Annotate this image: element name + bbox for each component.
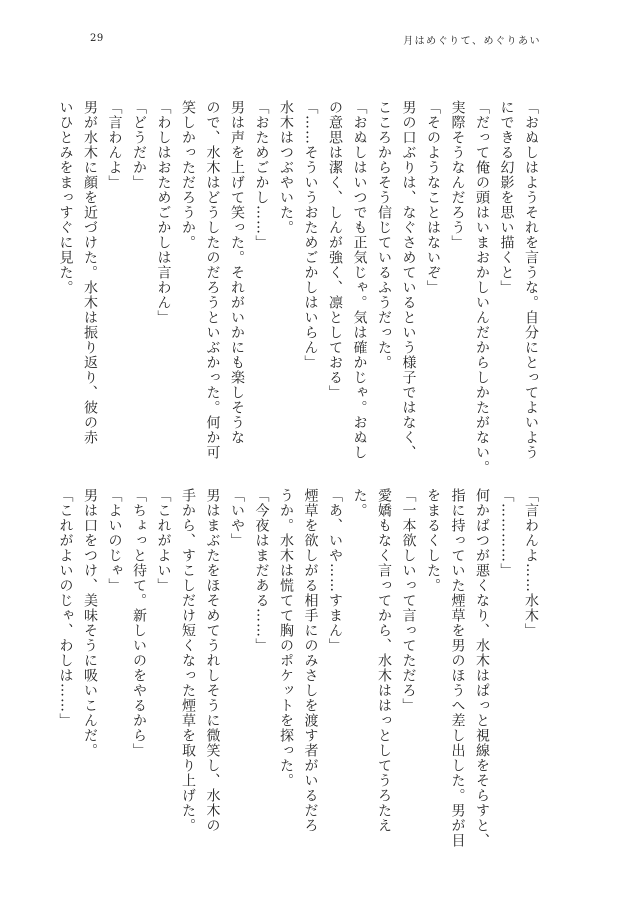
text-line: をまるくした。 xyxy=(425,488,441,593)
text-line: 「よいのじゃ」 xyxy=(106,488,123,593)
text-line: 「おぬしはようそれを言うな。自分にとってよいよう xyxy=(523,100,539,460)
text-line: 「だって俺の頭はいまおかしいんだからしかたがない。 xyxy=(474,100,490,475)
text-line: 男は声を上げて笑った。それがいかにも楽しそうな xyxy=(229,100,245,445)
upper-text-block xyxy=(57,100,543,475)
text-line: た。 xyxy=(351,488,368,518)
text-line: 「一本欲しいって言ってただろ」 xyxy=(400,488,417,713)
text-line: 「そのようなことはないぞ」 xyxy=(425,100,441,295)
text-line: 男はまぶたをほそめてうれしそうに微笑し、水木の xyxy=(204,488,221,833)
text-line: 手から、すこしだけ短くなった煙草を取り上げた。 xyxy=(180,488,196,833)
text-line: 水木はつぶやいた。 xyxy=(278,100,294,235)
text-line: の意思は潔く、しんが強く、凛としておる」 xyxy=(327,100,343,400)
text-line: うか。水木は慌てて胸のポケットを探った。 xyxy=(278,488,294,788)
text-line: いひとみをまっすぐに見た。 xyxy=(57,100,74,295)
text-line: 「どうだか」 xyxy=(131,100,147,190)
text-line: 「今夜はまだある……」 xyxy=(253,488,270,653)
text-line: 「いや」 xyxy=(229,488,245,548)
running-title: 月はめぐりて、めぐりあい xyxy=(403,36,541,47)
text-line: 笑しかっただろうか。 xyxy=(180,100,196,250)
text-line: 「……そういうおためごかしはいらん」 xyxy=(302,100,319,370)
text-line: 男は口をつけ、美味そうに吸いこんだ。 xyxy=(82,488,98,758)
text-line: 「これがよいのじゃ、わしは……」 xyxy=(57,488,74,728)
text-line: 「これがよい」 xyxy=(155,488,172,593)
text-line: 「…………」 xyxy=(498,488,515,578)
text-line: こころからそう信じているふうだった。 xyxy=(376,100,392,370)
text-line: にできる幻影を思い描くと」 xyxy=(498,100,515,295)
text-line: 「おためごかし……」 xyxy=(253,100,270,250)
text-line: 煙草を欲しがる相手にのみさしを渡す者がいるだろ xyxy=(302,488,319,833)
text-line: 指に持っていた煙草を男のほうへ差し出した。男が目 xyxy=(449,488,466,848)
text-line: ので、水木はどうしたのだろうといぶかった。何か可 xyxy=(204,100,221,460)
lower-text-block xyxy=(57,488,543,848)
text-line: 「わしはおためごかしは言わん」 xyxy=(155,100,172,325)
text-line: 「言わんよ……水木」 xyxy=(523,488,539,638)
text-line: 男が水木に顔を近づけた。水木は振り返り、彼の赤 xyxy=(82,100,98,445)
text-line: 「おぬしはいつでも正気じゃ。気は確かじゃ。おぬし xyxy=(351,100,368,460)
text-line: 男の口ぶりは、なぐさめているという様子ではなく、 xyxy=(400,100,417,460)
text-line: 愛嬌もなく言ってから、水木ははっとしてうろたえ xyxy=(376,488,392,833)
page-number: 29 xyxy=(90,33,104,44)
text-line: 実際そうなんだろう」 xyxy=(449,100,466,250)
text-line: 何かばつが悪くなり、水木はぱっと視線をそらすと、 xyxy=(474,488,490,848)
text-line: 「ちょっと待て。新しいのをやるから」 xyxy=(131,488,147,758)
text-line: 「言わんよ」 xyxy=(106,100,123,190)
text-line: 「あ、いや……すまん」 xyxy=(327,488,343,653)
